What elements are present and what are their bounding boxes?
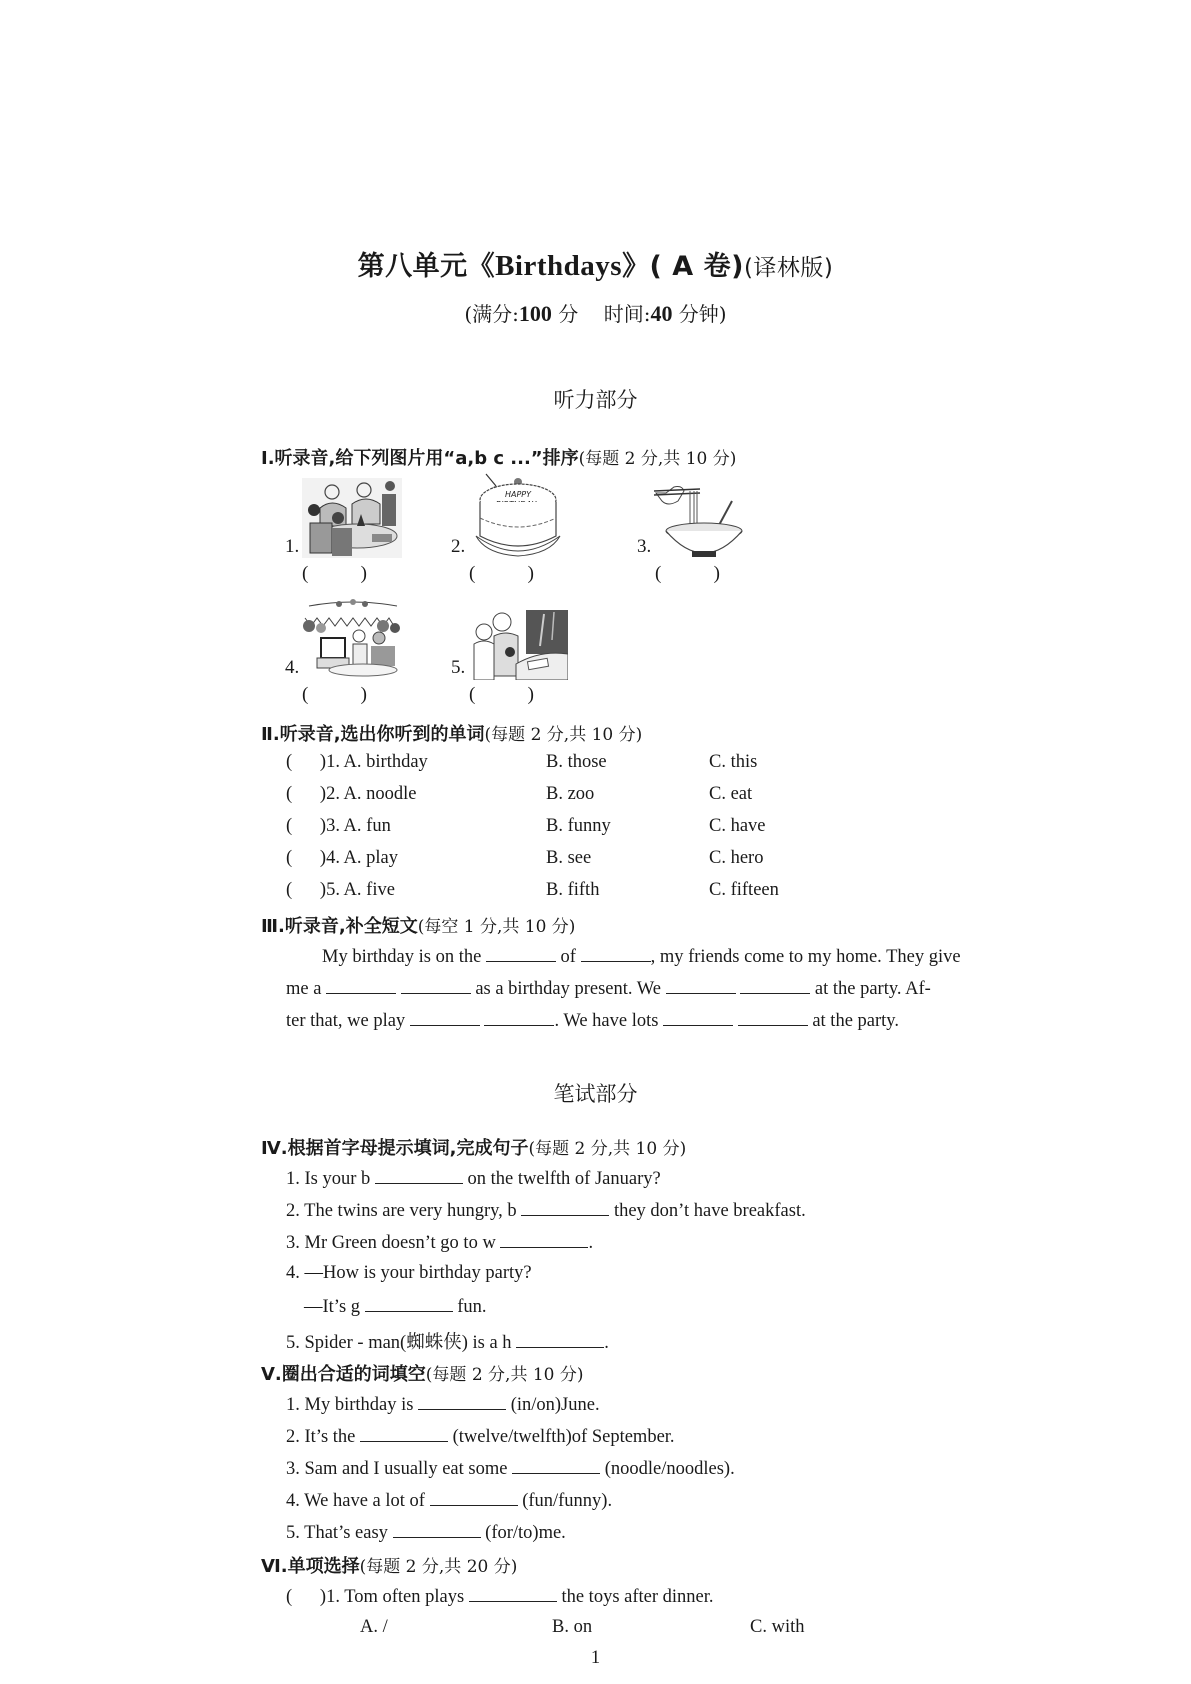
option-b: B. funny [546, 816, 611, 836]
section-numeral: Ⅲ. [261, 916, 285, 937]
section-note: (每题 2 分,共 10 分) [578, 449, 737, 469]
passage-line-2 [286, 977, 931, 1000]
question-item [286, 1231, 593, 1254]
section-4-heading [261, 1134, 686, 1160]
section-note: (每题 2 分,共 10 分) [528, 1139, 687, 1159]
fill-blank[interactable] [738, 1009, 808, 1026]
fill-blank[interactable] [418, 1393, 506, 1410]
question-text: fun. [457, 1297, 487, 1317]
question-text: the toys after dinner. [561, 1587, 714, 1607]
fill-blank[interactable] [360, 1425, 448, 1442]
title-main: 第八单元《 [357, 251, 496, 282]
section-title: 听录音,选出你听到的单词 [279, 724, 485, 745]
fill-blank[interactable] [401, 977, 471, 994]
fill-blank[interactable] [326, 977, 396, 994]
question-item [286, 1585, 714, 1608]
birthday-party-picture [303, 598, 400, 680]
question-item[interactable]: ( )5. A. five [286, 880, 395, 900]
picture-2-answer-blank[interactable]: ( ) [469, 563, 534, 584]
passage-text: at the party. Af- [814, 979, 931, 999]
section-note: (每题 2 分,共 10 分) [425, 1365, 584, 1385]
passage-text: , my friends come to my home. They give [650, 947, 961, 967]
fill-blank[interactable] [393, 1521, 481, 1538]
passage-text: . We have lots [554, 1011, 659, 1031]
computer-game-picture [470, 610, 568, 680]
section-1-heading [261, 444, 736, 470]
section-numeral: Ⅵ. [261, 1556, 288, 1577]
fill-blank[interactable] [512, 1457, 600, 1474]
section-title: 根据首字母提示填词,完成句子 [287, 1138, 529, 1159]
page-title [0, 244, 1191, 283]
question-text: . [588, 1233, 594, 1253]
question-text: on the twelfth of January? [467, 1169, 661, 1189]
option-a[interactable]: A. / [360, 1617, 388, 1637]
picture-2-number: 2. [451, 536, 466, 557]
question-item [286, 1425, 675, 1448]
score-value: 100 [518, 301, 552, 326]
fill-blank[interactable] [469, 1585, 557, 1602]
score-time-info [0, 298, 1191, 327]
time-label: 分 时间: [551, 302, 651, 326]
section-numeral: Ⅴ. [261, 1364, 282, 1385]
question-text: (noodle/noodles). [604, 1459, 735, 1479]
question-text: . [604, 1333, 609, 1353]
title-edition: (译林版) [743, 255, 834, 281]
question-text: —It’s g [304, 1297, 361, 1317]
option-c: C. hero [709, 848, 764, 868]
section-numeral: Ⅳ. [261, 1138, 288, 1159]
page-number: 1 [590, 1648, 601, 1668]
question-text: (fun/funny). [522, 1491, 613, 1511]
question-text: (in/on)June. [510, 1395, 600, 1415]
question-item [286, 1328, 609, 1354]
option-b: B. zoo [546, 784, 595, 804]
fill-blank[interactable] [500, 1231, 588, 1248]
section-numeral: Ⅱ. [261, 724, 280, 745]
question-item [286, 1393, 600, 1416]
picture-4-number: 4. [285, 657, 300, 678]
fill-blank[interactable] [666, 977, 736, 994]
question-text: 2. The twins are very hungry, b [286, 1201, 517, 1221]
question-text: 5. That’s easy [286, 1523, 388, 1543]
question-text: 2. It’s the [286, 1427, 356, 1447]
question-text: 4. —How is your birthday party? [286, 1263, 532, 1283]
question-text: (twelve/twelfth)of September. [452, 1427, 675, 1447]
option-c: C. eat [709, 784, 753, 804]
passage-text: at the party. [812, 1011, 899, 1031]
listening-part-heading: 听力部分 [553, 388, 638, 412]
section-note: (每题 2 分,共 10 分) [484, 725, 643, 745]
score-label: (满分: [464, 302, 519, 326]
section-title: 单项选择 [287, 1556, 360, 1577]
section-title: 听录音,给下列图片用“a,b c ...”排序 [274, 448, 579, 469]
question-text: 3. Sam and I usually eat some [286, 1459, 508, 1479]
option-c[interactable]: C. with [750, 1617, 805, 1637]
fill-blank[interactable] [516, 1331, 604, 1348]
passage-text: me a [286, 979, 322, 999]
passage-line-1 [322, 945, 961, 968]
picture-5-number: 5. [451, 657, 466, 678]
question-item [286, 1457, 735, 1480]
fill-blank[interactable] [410, 1009, 480, 1026]
option-b[interactable]: B. on [552, 1617, 593, 1637]
fill-blank[interactable] [663, 1009, 733, 1026]
picture-3-answer-blank[interactable]: ( ) [655, 563, 720, 584]
section-5-heading [261, 1360, 584, 1386]
section-title: 听录音,补全短文 [284, 916, 418, 937]
question-text: 5. Spider - man(蜘蛛侠) is a h [286, 1333, 512, 1353]
question-text: they don’t have breakfast. [613, 1201, 806, 1221]
fill-blank[interactable] [365, 1295, 453, 1312]
fill-blank[interactable] [430, 1489, 518, 1506]
time-unit: 分钟) [672, 302, 727, 326]
time-value: 40 [650, 301, 673, 326]
section-2-heading [261, 720, 642, 746]
fill-blank[interactable] [375, 1167, 463, 1184]
option-c: C. this [709, 752, 758, 772]
section-6-heading [261, 1552, 517, 1578]
passage-text: as a birthday present. We [475, 979, 661, 999]
fill-blank[interactable] [486, 945, 556, 962]
title-volume: 》( A 卷) [622, 251, 744, 282]
passage-text: ter that, we play [286, 1011, 406, 1031]
question-text: (for/to)me. [485, 1523, 566, 1543]
option-c: C. fifteen [709, 880, 779, 900]
option-b: B. fifth [546, 880, 600, 900]
section-numeral: Ⅰ. [261, 448, 275, 469]
family-dinner-picture [302, 478, 402, 558]
question-item[interactable]: ( )1. A. birthday [286, 752, 428, 772]
question-item [286, 1489, 612, 1512]
option-c: C. have [709, 816, 766, 836]
passage-line-3 [286, 1009, 899, 1032]
picture-3-number: 3. [637, 536, 652, 557]
written-part-heading: 笔试部分 [553, 1082, 638, 1106]
question-text: 3. Mr Green doesn’t go to w [286, 1233, 496, 1253]
question-text: 1. Is your b [286, 1169, 371, 1189]
picture-5-answer-blank[interactable]: ( ) [469, 684, 534, 705]
question-item [286, 1521, 566, 1544]
birthday-cake-picture [470, 472, 565, 560]
fill-blank[interactable] [521, 1199, 609, 1216]
fill-blank[interactable] [484, 1009, 554, 1026]
passage-text: of [560, 947, 576, 967]
section-title: 圈出合适的词填空 [281, 1364, 426, 1385]
picture-4-answer-blank[interactable]: ( ) [302, 684, 367, 705]
title-english: Birthdays [495, 250, 623, 282]
question-item[interactable]: ( )2. A. noodle [286, 784, 417, 804]
question-item[interactable]: ( )3. A. fun [286, 816, 391, 836]
fill-blank[interactable] [581, 945, 651, 962]
question-item [286, 1263, 532, 1284]
picture-1-answer-blank[interactable]: ( ) [302, 563, 367, 584]
question-item [286, 1199, 806, 1222]
question-item [304, 1295, 487, 1318]
fill-blank[interactable] [740, 977, 810, 994]
section-note: (每空 1 分,共 10 分) [417, 917, 576, 937]
section-note: (每题 2 分,共 20 分) [359, 1557, 518, 1577]
svg-text:HAPPY: HAPPY [504, 490, 532, 499]
option-b: B. see [546, 848, 592, 868]
section-3-heading [261, 912, 575, 938]
answer-paren[interactable]: ( )1. Tom often plays [286, 1587, 465, 1607]
picture-1-number: 1. [285, 536, 300, 557]
question-text: 1. My birthday is [286, 1395, 414, 1415]
noodle-bowl-picture [652, 483, 752, 559]
passage-text: My birthday is on the [322, 947, 482, 967]
question-item [286, 1167, 661, 1190]
question-text: 4. We have a lot of [286, 1491, 425, 1511]
option-b: B. those [546, 752, 607, 772]
question-item[interactable]: ( )4. A. play [286, 848, 399, 868]
